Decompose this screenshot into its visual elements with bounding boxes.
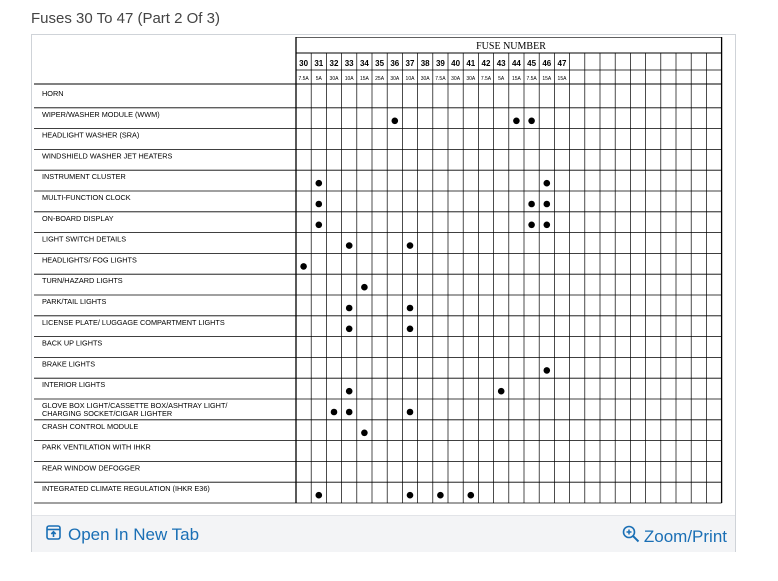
fuse-dot	[331, 409, 338, 416]
component-label: HORN	[42, 89, 64, 98]
component-label: HEADLIGHT WASHER (SRA)	[42, 130, 140, 140]
fuse-number-label: 37	[405, 59, 415, 68]
fuse-number-label: 43	[496, 59, 506, 68]
component-label: CRASH CONTROL MODULE	[42, 421, 139, 431]
component-label: TURN/HAZARD LIGHTS	[42, 276, 123, 286]
component-label: MULTI-FUNCTION CLOCK	[42, 193, 131, 202]
open-in-new-tab-label: Open In New Tab	[68, 525, 200, 544]
fuse-dot	[361, 284, 368, 291]
fuse-dot	[316, 492, 323, 499]
fuse-number-label: 35	[375, 59, 385, 68]
fuse-number-label: 36	[390, 59, 400, 68]
fuse-dot	[316, 180, 323, 187]
fuse-rating-label: 30A	[329, 76, 339, 82]
component-label: INTEGRATED CLIMATE REGULATION (IHKR E36)	[42, 484, 210, 494]
component-label: GLOVE BOX LIGHT/CASSETTE BOX/ASHTRAY LIGHT/	[42, 401, 228, 410]
fuse-dot	[392, 118, 399, 125]
fuse-number-label: 39	[435, 59, 445, 68]
footer-bar	[32, 515, 735, 552]
fuse-dot	[498, 388, 505, 395]
fuse-rating-label: 10A	[405, 76, 415, 82]
fuse-dot	[544, 201, 551, 208]
fuse-number-label: 45	[527, 59, 537, 68]
fuse-number-label: 42	[481, 59, 491, 68]
fuse-rating-label: 15A	[557, 76, 567, 82]
component-label: PARK/TAIL LIGHTS	[42, 297, 107, 306]
fuse-dot	[513, 118, 520, 125]
component-label: BACK UP LIGHTS	[42, 338, 103, 348]
fuse-dot	[407, 326, 414, 333]
component-label: CHARGING SOCKET/CIGAR LIGHTER	[42, 409, 173, 418]
fuse-rating-label: 30A	[420, 76, 430, 82]
open-in-new-tab-link[interactable]	[46, 525, 199, 545]
component-label: LICENSE PLATE/ LUGGAGE COMPARTMENT LIGHTS	[42, 317, 225, 327]
fuse-rating-label: 15A	[542, 76, 552, 82]
component-label: WIPER/WASHER MODULE (WWM)	[42, 109, 160, 119]
component-label: ON-BOARD DISPLAY	[42, 213, 114, 223]
fuse-number-label: 31	[314, 59, 324, 68]
fuse-dot	[528, 118, 535, 125]
magnifier-plus-icon	[622, 525, 640, 548]
fuse-dot	[300, 263, 307, 270]
fuse-number-header: FUSE NUMBER	[476, 41, 546, 52]
fuse-dot	[468, 492, 475, 499]
fuse-number-label: 46	[542, 59, 552, 68]
component-label: HEADLIGHTS/ FOG LIGHTS	[42, 255, 137, 265]
fuse-rating-label: 25A	[375, 76, 385, 82]
fuse-number-label: 47	[557, 59, 567, 68]
fuse-dot	[528, 201, 535, 208]
fuse-dot	[437, 492, 444, 499]
fuse-rating-label: 30A	[466, 76, 476, 82]
component-label: INSTRUMENT CLUSTER	[42, 172, 126, 182]
fuse-dot	[544, 367, 551, 374]
fuse-rating-label: 15A	[511, 76, 521, 82]
page-title: Fuses 30 To 47 (Part 2 Of 3)	[31, 10, 220, 27]
component-label: WINDSHIELD WASHER JET HEATERS	[42, 151, 173, 161]
fuse-rating-label: 5A	[498, 76, 505, 82]
zoom-print-label: Zoom/Print	[643, 526, 727, 546]
fuse-number-label: 34	[359, 59, 369, 68]
fuse-dot	[407, 305, 414, 312]
component-label: LIGHT SWITCH DETAILS	[42, 234, 127, 244]
open-in-new-tab-icon	[46, 525, 61, 545]
fuse-dot	[361, 430, 368, 437]
fuse-rating-label: 5A	[315, 76, 322, 82]
fuse-number-label: 40	[451, 59, 461, 68]
fuse-number-label: 38	[420, 59, 430, 68]
fuse-rating-label: 10A	[344, 76, 354, 82]
component-label: REAR WINDOW DEFOGGER	[42, 463, 141, 473]
fuse-dot	[346, 409, 353, 416]
component-label: INTERIOR LIGHTS	[42, 380, 106, 390]
fuse-dot	[407, 242, 414, 249]
component-label: PARK VENTILATION WITH IHKR	[42, 442, 151, 452]
fuse-rating-label: 7.5A	[298, 76, 309, 82]
fuse-dot	[407, 409, 414, 416]
component-label: BRAKE LIGHTS	[42, 359, 96, 369]
fuse-rating-label: 30A	[390, 76, 400, 82]
fuse-rating-label: 30A	[451, 76, 461, 82]
fuse-dot	[346, 305, 353, 312]
fuse-dot	[544, 180, 551, 187]
fuse-number-label: 32	[329, 59, 339, 68]
fuse-dot	[316, 201, 323, 208]
fuse-number-label: 30	[299, 59, 309, 68]
fuse-number-label: 33	[344, 59, 354, 68]
fuse-dot	[544, 222, 551, 229]
fuse-chart	[34, 37, 729, 509]
fuse-dot	[528, 222, 535, 229]
fuse-dot	[407, 492, 414, 499]
fuse-number-label: 41	[466, 59, 476, 68]
fuse-dot	[346, 242, 353, 249]
fuse-rating-label: 7.5A	[526, 76, 537, 82]
fuse-dot	[346, 388, 353, 395]
fuse-dot	[316, 222, 323, 229]
fuse-rating-label: 7.5A	[435, 76, 446, 82]
fuse-number-label: 44	[511, 59, 521, 68]
zoom-print-link[interactable]	[622, 525, 727, 548]
fuse-dot	[346, 326, 353, 333]
fuse-rating-label: 7.5A	[480, 76, 492, 82]
fuse-rating-label: 15A	[359, 76, 369, 82]
